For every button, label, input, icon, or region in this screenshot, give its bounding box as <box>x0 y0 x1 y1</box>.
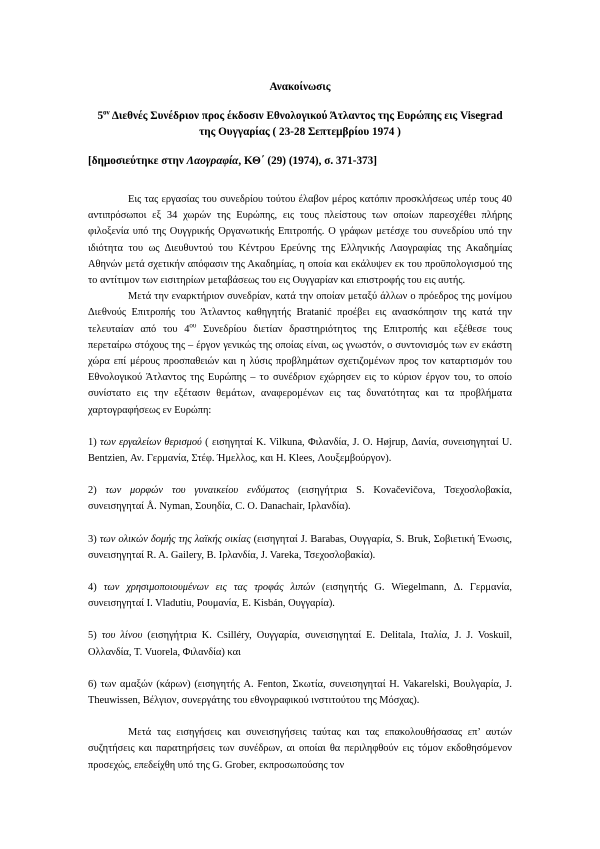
announcement-title: Ανακοίνωσις <box>269 81 331 93</box>
topic-details: (εισηγήτρια K. Csilléry, Ουγγαρία, συνεισηγηταί E. Delitala, Ιταλία, J. J. Voskuil, Ολλανδία, T. Vuorela, Φιλανδία) και <box>88 630 512 658</box>
congress-title <box>88 108 512 140</box>
topic-title: των εργαλείων θερισμού <box>100 436 202 448</box>
topic-title: των μορφών του γυναικείου ενδύματος <box>105 485 290 497</box>
topic-item <box>88 532 512 564</box>
topic-number: 3) <box>88 533 100 545</box>
topic-details: (εισηγήτρια S. Kovačevičova, Τσεχοσλοβακία, συνεισηγηταί Å. Nyman, Σουηδία, C. O. Danachair, Ιρλανδία). <box>88 485 513 513</box>
topic-title: των χρησιμοποιουμένων εις τας τροφάς λιπών <box>103 582 315 594</box>
topic-number: 6) <box>88 678 101 690</box>
topic-details: (εισηγηταί J. Barabas, Ουγγαρία, S. Bruk, Σοβιετική Ένωσις, συνεισηγηταί R. A. Gailery, Β. Ιρλανδία, J. Vareka, Τσεχοσλοβακία). <box>88 533 512 561</box>
paragraph-intro: Εις τας εργασίας του συνεδρίου τούτου έλαβον μέρος κατόπιν προσκλήσεως υπέρ τους 40 αντιπρόσωποι εξ 34 χωρών της Ευρώπης, εις τους πλείστους των οποίων παρεσχέθει πλήρης φιλοξενία υπό της Ουγγρικής Οργανωτικής Επιτροπής. Ο γράφων μετέσχε του συνεδρίου υπό την ιδιότητα του ως Διευθυντού του Κέντρου Ερεύνης της Ελληνικής Λαογραφίας της Ακαδημίας Αθηνών μετά σχετικήν απόφασιν της Ακαδημίας, η οποία και εκάλυψεν εκ του προϋπολογισμού της το αντίτιμον των εισιτηρίων μεταβάσεως του εις Ουγγαρίαν και επιστροφής του εις αυτής. <box>88 194 512 287</box>
paragraph-closing: Μετά τας εισηγήσεις και συνεισηγήσεις ταύτας και τας επακολουθήσασας επ’ αυτών συζητήσεις και παρατηρήσεις των συνέδρων, αι οποίαι θα περιληφθούν εις τόμον εκδοθησόμενον προσεχώς, επεδείχθη υπό της G. Grober, εκπροσωπούσης τον <box>88 727 512 771</box>
topic-number: 5) <box>88 630 102 642</box>
paragraph-opening-part1: Μετά την εναρκτήριον συνεδρίαν, κατά την οποίαν μεταξύ άλλων ο πρόεδρος της μονίμου Διεθνούς Επιτροπής του Άτλαντος καθηγητής Bratanić προέβει εις ανασκόπησιν της κατά την τελευταίαν από του 4 <box>88 291 512 335</box>
topic-number: 1) <box>88 436 101 448</box>
topic-title: του λίνου <box>101 630 143 642</box>
topic-item <box>88 483 512 515</box>
topic-details: (εισηγητής G. Wiegelmann, Δ. Γερμανία, συνεισηγηταί I. Vladutiu, Ρουμανία, E. Kisbán, Ουγγαρία). <box>88 582 512 610</box>
topic-details: ( εισηγηταί K. Vilkuna, Φιλανδία, J. O. Højrup, Δανία, συνεισηγηταί U. Bentzien, Αν. Γερμανία, Στέφ. Ήμελλος, και H. Klees, Λουξεμβούργον). <box>88 436 512 465</box>
citation-suffix: , ΚΘ΄ (29) (1974), σ. 371-373] <box>238 155 377 167</box>
topic-title: των ολικών δομής της λαϊκής οικίας <box>99 533 251 545</box>
topic-item <box>88 580 512 612</box>
topic-item <box>88 435 512 467</box>
topic-item <box>88 628 512 660</box>
article-body <box>88 192 512 774</box>
topic-item <box>88 677 512 709</box>
citation-prefix: [δημοσιεύτηκε στην <box>88 155 187 167</box>
congress-number: 5 <box>97 110 104 122</box>
congress-ordinal-suffix: ον <box>103 108 110 117</box>
topic-number: 4) <box>88 582 104 594</box>
paragraph-opening-session <box>88 289 512 419</box>
congress-title-text: Διεθνές Συνέδριον προς έκδοσιν Εθνολογικού Άτλαντος της Ευρώπης εις Visegrad της Ουγγαρίας ( 23-28 Σεπτεμβρίου 1974 ) <box>109 110 503 138</box>
paragraph-opening-part2: Συνεδρίου διετίαν δραστηριότητος της Επιτροπής και εξέθεσε τους περεταίρω στόχους της – έργον γενικώς της οποίας είναι, ως γνωστόν, ο συντονισμός των εν εκάστη χώρα επί μέρους προσπαθειών και η λύσις προβλημάτων σχετιζομένων προς τον καταρτισμόν του Εθνολογικού Άτλαντος της Ευρώπης – το συνέδριον εχώρησεν εις το κύριον έργον του, το οποίο συνίστατο εις την εξέτασιν θεμάτων, αναφερομένων εις τας δυνατότητας και τα προβλήματα χαρτογραφήσεως εν Ευρώπη: <box>88 323 512 416</box>
topic-number: 2) <box>88 485 106 497</box>
ordinal-suffix: ου <box>189 321 197 330</box>
citation-journal: Λαογραφία <box>186 155 239 167</box>
publication-citation <box>88 153 512 169</box>
topic-details: των αμαξών (κάρων) (εισηγητής A. Fenton, Σκωτία, συνεισηγηταί H. Vakarelski, Βουλγαρία, J. Theuwissen, Βέλγιον, συνεργάτης του εθνογραφικού ινστιτούτου της Μόσχας). <box>88 678 512 707</box>
